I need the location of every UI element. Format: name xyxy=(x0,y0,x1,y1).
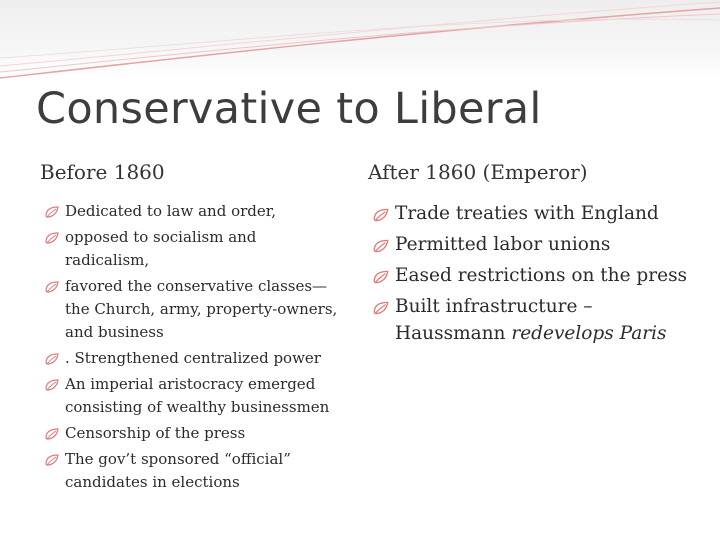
list-item xyxy=(44,275,344,344)
leaf-bullet-icon xyxy=(44,351,60,367)
bullet-text: An imperial aristocracy emerged consisting of wealthy businessmen xyxy=(65,375,330,416)
right-column-heading: After 1860 (Emperor) xyxy=(368,160,588,184)
bullet-text: opposed to socialism and radicalism, xyxy=(65,228,257,269)
bullet-text: Dedicated to law and order, xyxy=(65,202,277,220)
list-item xyxy=(372,262,692,289)
list-item xyxy=(44,448,344,494)
list-item xyxy=(44,200,344,223)
bullet-text: Built infrastructure – xyxy=(395,296,593,317)
bullet-text: favored the conservative classes—the Church, army, property-owners, and business xyxy=(65,277,338,341)
leaf-bullet-icon xyxy=(44,452,60,468)
list-item xyxy=(372,200,692,227)
leaf-bullet-icon xyxy=(372,299,390,317)
bullet-text-plain: Haussmann xyxy=(395,323,506,344)
decorative-wave-lines xyxy=(0,0,720,80)
leaf-bullet-icon xyxy=(44,204,60,220)
leaf-bullet-icon xyxy=(372,237,390,255)
slide-title: Conservative to Liberal xyxy=(36,84,542,134)
decorative-header-band xyxy=(0,0,720,80)
right-bullet-list xyxy=(372,200,692,351)
leaf-bullet-icon xyxy=(44,377,60,393)
bullet-text: Trade treaties with England xyxy=(395,203,659,224)
left-column-heading: Before 1860 xyxy=(40,160,165,184)
list-item xyxy=(44,422,344,445)
leaf-bullet-icon xyxy=(372,206,390,224)
list-item xyxy=(44,226,344,272)
bullet-text: The gov’t sponsored “official” candidates in elections xyxy=(65,450,291,491)
bullet-text: Eased restrictions on the press xyxy=(395,265,688,286)
list-item xyxy=(372,231,692,258)
bullet-text: Censorship of the press xyxy=(65,424,246,442)
leaf-bullet-icon xyxy=(44,426,60,442)
leaf-bullet-icon xyxy=(372,268,390,286)
list-item xyxy=(372,293,692,347)
list-item xyxy=(44,373,344,419)
leaf-bullet-icon xyxy=(44,230,60,246)
left-bullet-list xyxy=(44,200,344,497)
list-item xyxy=(44,347,344,370)
bullet-text-italic: redevelops Paris xyxy=(511,323,667,344)
bullet-text: . Strengthened centralized power xyxy=(65,349,321,367)
leaf-bullet-icon xyxy=(44,279,60,295)
bullet-text: Permitted labor unions xyxy=(395,234,611,255)
